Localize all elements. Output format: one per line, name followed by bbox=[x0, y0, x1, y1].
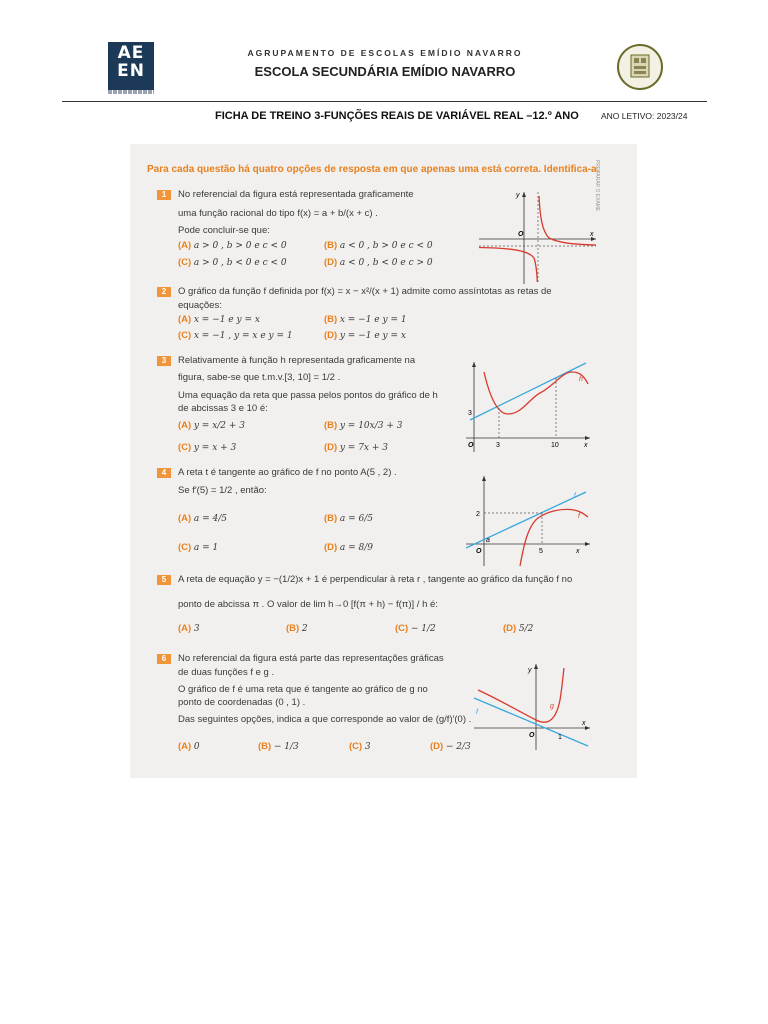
option-b[interactable]: (B) a = 6/5 bbox=[324, 513, 373, 524]
option-b[interactable]: (B) − 1/3 bbox=[258, 741, 299, 752]
option-d[interactable]: (D) 5/2 bbox=[503, 623, 534, 634]
header-rule bbox=[62, 101, 707, 102]
option-a[interactable]: (A) y = x/2 + 3 bbox=[178, 420, 246, 431]
line-label-t: t bbox=[574, 492, 576, 499]
question-text: Relativamente à função h representada graficamente na bbox=[178, 355, 416, 366]
question-text: O gráfico da função f definida por f(x) = x − x²/(x + 1) admite como assíntotas as retas de bbox=[178, 286, 552, 297]
option-d[interactable]: (D) y = −1 e y = x bbox=[324, 330, 406, 341]
question-text: No referencial da figura está representada graficamente bbox=[178, 189, 414, 200]
option-d[interactable]: (D) a < 0 , b < 0 e c > 0 bbox=[324, 257, 433, 268]
sheet-title: FICHA DE TREINO 3-FUNÇÕES REAIS DE VARIÁVEL REAL –12.º ANO bbox=[215, 110, 579, 122]
origin-label: O bbox=[468, 442, 474, 449]
curve-label-g: g bbox=[550, 703, 554, 710]
y-tick-3: 3 bbox=[468, 410, 472, 417]
label-a: a bbox=[486, 537, 490, 544]
option-c[interactable]: (C) 3 bbox=[349, 741, 371, 752]
option-a[interactable]: (A) 3 bbox=[178, 623, 200, 634]
side-note: PREPARAR O EXAME bbox=[594, 160, 600, 212]
option-a[interactable]: (A) a = 4/5 bbox=[178, 513, 227, 524]
question-text: A reta t é tangente ao gráfico de f no ponto A(5 , 2) . bbox=[178, 467, 397, 478]
graph-q4 bbox=[462, 472, 594, 568]
axis-label-x: x bbox=[584, 442, 588, 449]
question-number: 4 bbox=[157, 468, 171, 478]
question-number: 2 bbox=[157, 287, 171, 297]
option-d[interactable]: (D) y = 7x + 3 bbox=[324, 442, 388, 453]
graph-q3 bbox=[462, 358, 594, 454]
question-text: ponto de coordenadas (0 , 1) . bbox=[178, 697, 306, 708]
axis-label-x: x bbox=[590, 231, 594, 238]
x-tick-10: 10 bbox=[551, 442, 559, 449]
option-c[interactable]: (C) a = 1 bbox=[178, 542, 219, 553]
x-tick-1: 1 bbox=[558, 734, 562, 741]
school-year: ANO LETIVO: 2023/24 bbox=[601, 111, 688, 121]
question-number: 3 bbox=[157, 356, 171, 366]
logo-stripes bbox=[108, 90, 154, 94]
question-text: de abcissas 3 e 10 é: bbox=[178, 403, 268, 414]
option-c[interactable]: (C) − 1/2 bbox=[395, 623, 436, 634]
question-number: 6 bbox=[157, 654, 171, 664]
question-text: de duas funções f e g . bbox=[178, 667, 275, 678]
question-text: Pode concluir-se que: bbox=[178, 225, 270, 236]
question-text: uma função racional do tipo f(x) = a + b/(x + c) . bbox=[178, 208, 378, 219]
option-d[interactable]: (D) − 2/3 bbox=[430, 741, 471, 752]
option-a[interactable]: (A) a > 0 , b > 0 e c < 0 bbox=[178, 240, 287, 251]
axis-label-x: x bbox=[576, 548, 580, 555]
x-tick-5: 5 bbox=[539, 548, 543, 555]
origin-label: O bbox=[476, 548, 482, 555]
option-c[interactable]: (C) a > 0 , b < 0 e c < 0 bbox=[178, 257, 287, 268]
option-b[interactable]: (B) a < 0 , b > 0 e c < 0 bbox=[324, 240, 433, 251]
curve-label-h: h bbox=[579, 376, 583, 383]
question-text: Se f′(5) = 1/2 , então: bbox=[178, 485, 267, 496]
option-a[interactable]: (A) x = −1 e y = x bbox=[178, 314, 260, 325]
question-text: O gráfico de f é uma reta que é tangente ao gráfico de g no bbox=[178, 684, 428, 695]
question-text: Das seguintes opções, indica a que corresponde ao valor de (g/f)′(0) . bbox=[178, 714, 472, 725]
question-text: equações: bbox=[178, 300, 222, 311]
school-logo: AE EN bbox=[108, 42, 154, 94]
graph-q1 bbox=[474, 186, 600, 286]
question-text: A reta de equação y = −(1/2)x + 1 é perpendicular à reta r , tangente ao gráfico da função f no bbox=[178, 574, 573, 585]
axis-label-x: x bbox=[582, 720, 586, 727]
question-number: 5 bbox=[157, 575, 171, 585]
option-a[interactable]: (A) 0 bbox=[178, 741, 200, 752]
option-c[interactable]: (C) x = −1 , y = x e y = 1 bbox=[178, 330, 293, 341]
question-text: ponto de abcissa π . O valor de lim h→0 [f(π + h) − f(π)] / h é: bbox=[178, 599, 438, 610]
school-group-name: AGRUPAMENTO DE ESCOLAS EMÍDIO NAVARRO bbox=[247, 48, 523, 58]
curve-label-f: f bbox=[578, 513, 580, 520]
instructions: Para cada questão há quatro opções de resposta em que apenas uma está correta. Identifica-a. bbox=[147, 164, 600, 175]
school-name: ESCOLA SECUNDÁRIA EMÍDIO NAVARRO bbox=[254, 64, 516, 79]
option-d[interactable]: (D) a = 8/9 bbox=[324, 542, 373, 553]
axis-label-y: y bbox=[528, 667, 532, 674]
option-c[interactable]: (C) y = x + 3 bbox=[178, 442, 237, 453]
y-tick-2: 2 bbox=[476, 511, 480, 518]
origin-label: O bbox=[529, 732, 535, 739]
axis-label-y: y bbox=[516, 192, 520, 199]
option-b[interactable]: (B) 2 bbox=[286, 623, 308, 634]
x-tick-3: 3 bbox=[496, 442, 500, 449]
question-text: Uma equação da reta que passa pelos pontos do gráfico de h bbox=[178, 390, 438, 401]
line-label-f: f bbox=[476, 709, 478, 716]
origin-label: O bbox=[518, 231, 524, 238]
question-number: 1 bbox=[157, 190, 171, 200]
question-text: No referencial da figura está parte das representações gráficas bbox=[178, 653, 444, 664]
graph-q6 bbox=[470, 660, 594, 752]
option-b[interactable]: (B) y = 10x/3 + 3 bbox=[324, 420, 403, 431]
school-crest-icon bbox=[617, 44, 663, 90]
question-text: figura, sabe-se que t.m.v.[3, 10] = 1/2 . bbox=[178, 372, 341, 383]
option-b[interactable]: (B) x = −1 e y = 1 bbox=[324, 314, 407, 325]
